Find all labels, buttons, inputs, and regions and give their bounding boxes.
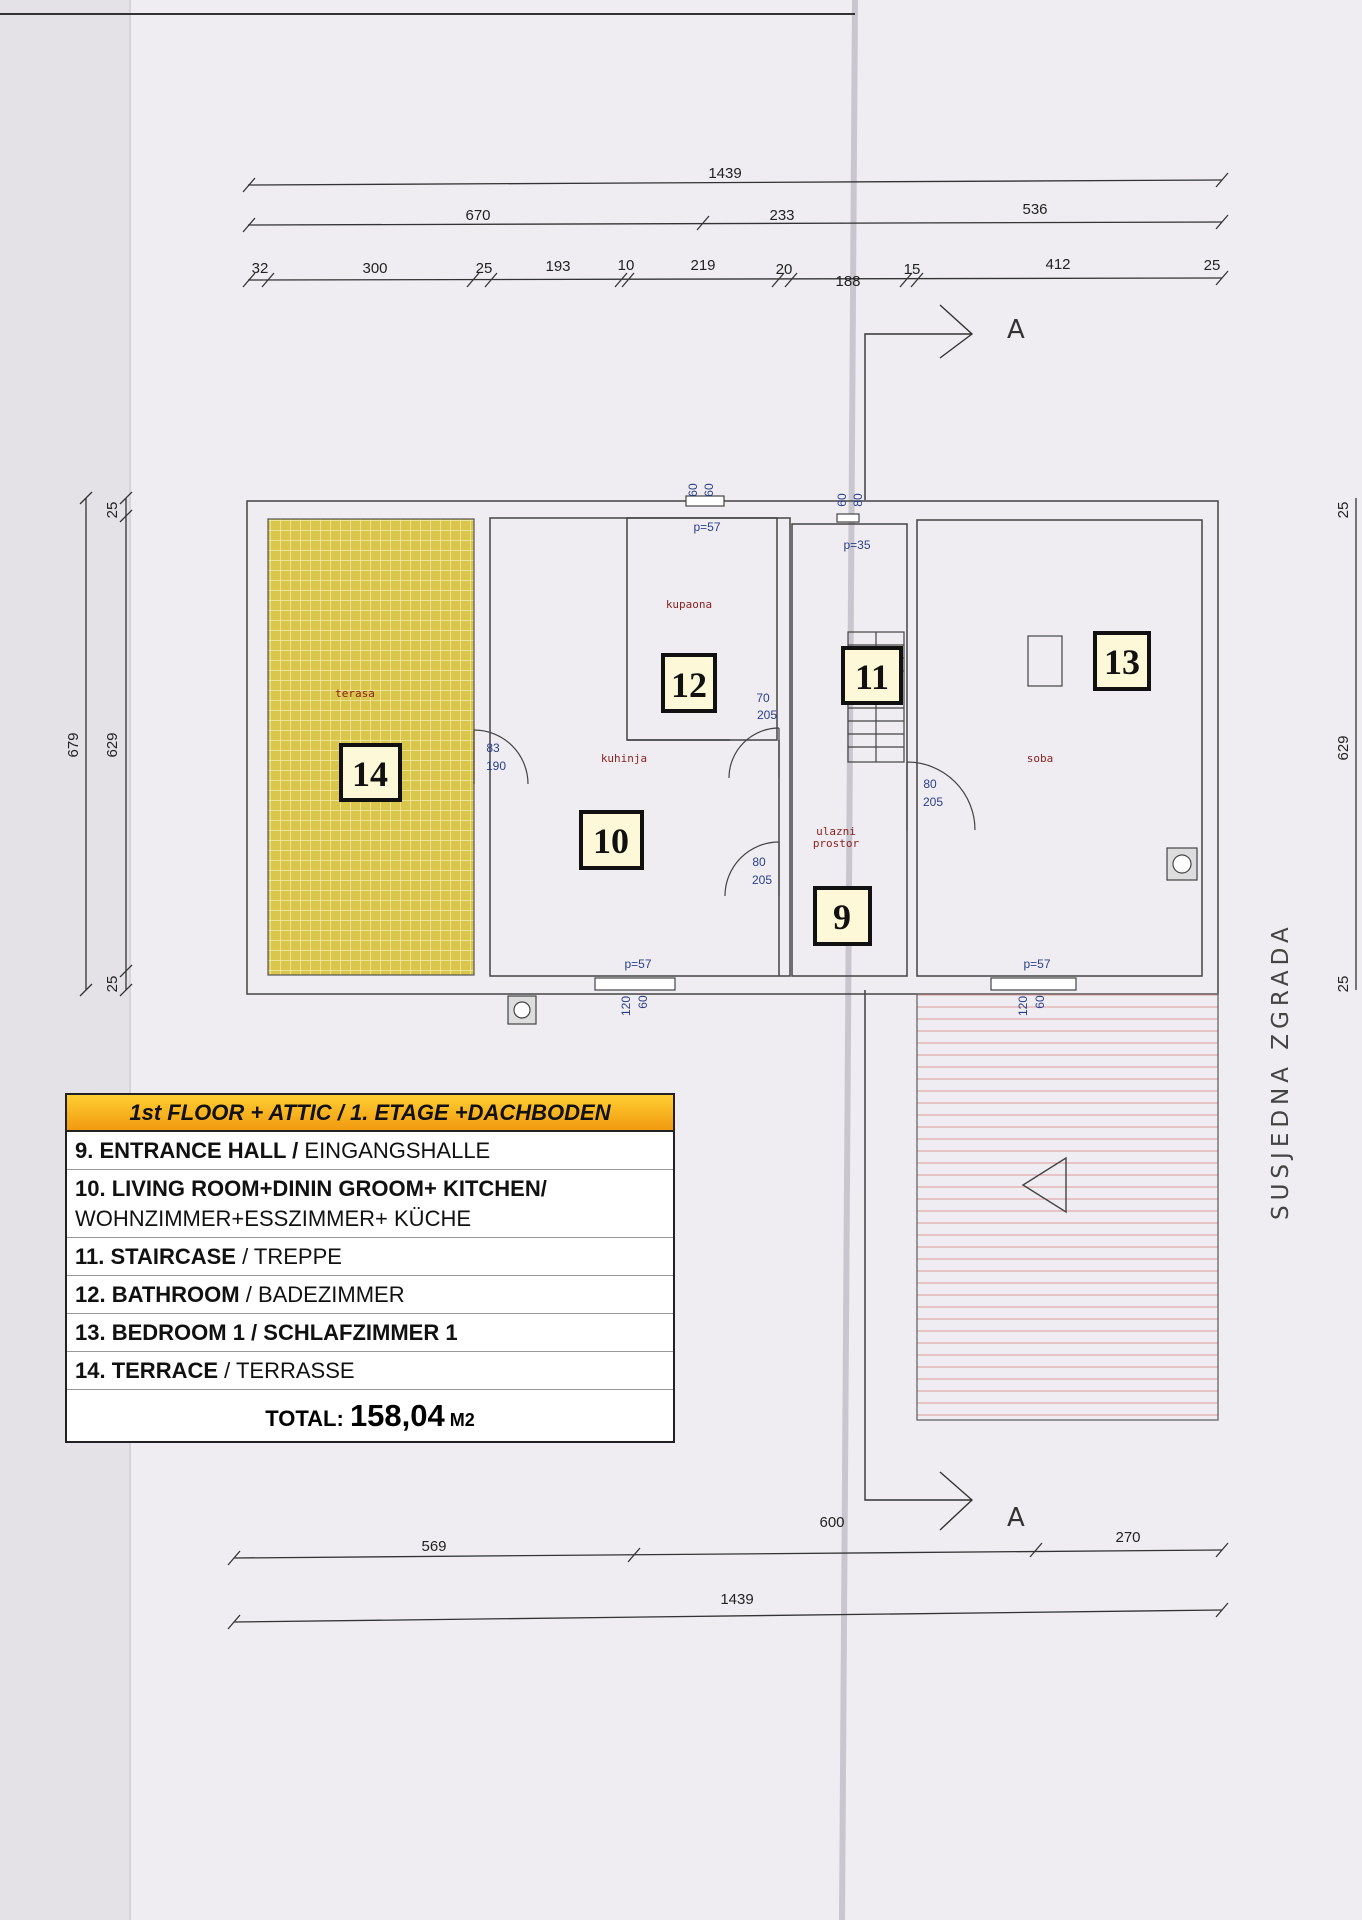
svg-text:9: 9 xyxy=(833,897,851,937)
room-badge-13 xyxy=(1095,633,1149,689)
opening-bot2-c: 60 xyxy=(1033,995,1047,1009)
legend-total: TOTAL: 158,04 M2 xyxy=(265,1398,475,1433)
svg-text:10: 10 xyxy=(593,821,629,861)
dim-bottom-3: 270 xyxy=(1115,1529,1141,1546)
dim-left-4: 25 xyxy=(104,975,121,993)
opening-bath-b: 205 xyxy=(756,708,778,722)
dim-row2-3: 536 xyxy=(1022,201,1048,218)
legend-row-14: 14. TERRACE / TERRASSE xyxy=(67,1352,673,1390)
svg-text:14: 14 xyxy=(352,754,388,794)
opening-bed-b: 205 xyxy=(922,795,944,809)
room-label-terasa: terasa xyxy=(335,687,375,700)
room-badge-14 xyxy=(341,745,400,800)
section-label-bottom: A xyxy=(1007,1503,1025,1533)
room-label-kupaona: kupaona xyxy=(665,598,713,611)
dim-row3-5: 10 xyxy=(617,257,635,274)
opening-bot1-c: 60 xyxy=(636,995,650,1009)
opening-bed-a: 80 xyxy=(923,777,937,791)
opening-top1-b: 60 xyxy=(702,483,716,497)
opening-top1-a: 60 xyxy=(686,483,700,497)
dim-bottom-1: 569 xyxy=(421,1538,447,1555)
room-badge-11 xyxy=(843,648,901,703)
section-label-top: A xyxy=(1007,315,1025,345)
legend-row-13: 13. BEDROOM 1 / SCHLAFZIMMER 1 xyxy=(67,1314,673,1352)
opening-bot2-a: p=57 xyxy=(1023,957,1051,971)
dim-bottom-2: 600 xyxy=(819,1514,845,1531)
dim-row3-10: 412 xyxy=(1045,256,1071,273)
room-badge-12 xyxy=(663,655,715,711)
opening-bot2-b: 120 xyxy=(1016,995,1030,1017)
lower-balcony xyxy=(917,994,1218,1420)
dim-row3-11: 25 xyxy=(1203,257,1221,274)
dim-row3-7: 20 xyxy=(775,261,793,278)
dim-left-1: 679 xyxy=(65,732,82,758)
opening-bath-a: 70 xyxy=(756,691,770,705)
opening-top2-a: 60 xyxy=(835,493,849,507)
opening-bot1-a: p=57 xyxy=(624,957,652,971)
room-label-kuhinja: kuhinja xyxy=(600,752,648,765)
room-legend xyxy=(65,1093,675,1443)
dim-row2-2: 233 xyxy=(769,207,795,224)
opening-liv-b: 205 xyxy=(751,873,773,887)
neighbour-building-label: SUSJEDNA ZGRADA xyxy=(1268,922,1294,1220)
dim-right-3: 25 xyxy=(1335,975,1352,993)
opening-liv-a: 80 xyxy=(752,855,766,869)
legend-header: 1st FLOOR + ATTIC / 1. ETAGE +DACHBODEN xyxy=(67,1095,673,1132)
dim-row3-9: 15 xyxy=(903,261,921,278)
dim-left-2: 629 xyxy=(104,732,121,758)
opening-terr-a: 83 xyxy=(486,741,500,755)
dim-bottom-total: 1439 xyxy=(720,1591,754,1608)
dim-row3-4: 193 xyxy=(545,258,571,275)
legend-row-9: 9. ENTRANCE HALL / EINGANGSHALLE xyxy=(67,1132,673,1170)
dim-row3-3: 25 xyxy=(475,260,493,277)
svg-text:13: 13 xyxy=(1104,642,1140,682)
opening-bot1-b: 120 xyxy=(619,995,633,1017)
dim-row3-8: 188 xyxy=(835,273,861,290)
dim-row3-6: 219 xyxy=(690,257,716,274)
room-label-ulazni: ulazni xyxy=(816,825,856,838)
room-badge-10 xyxy=(581,812,642,868)
legend-row-11: 11. STAIRCASE / TREPPE xyxy=(67,1238,673,1276)
room-label-soba: soba xyxy=(1026,752,1054,765)
dim-right-1: 25 xyxy=(1335,501,1352,519)
legend-row-10: 10. LIVING ROOM+DININ GROOM+ KITCHEN/ WOHNZIMMER+ESSZIMMER+ KÜCHE xyxy=(67,1170,673,1238)
opening-top2-c: p=35 xyxy=(843,538,871,552)
opening-terr-b: 190 xyxy=(485,759,507,773)
dim-total-top: 1439 xyxy=(708,165,742,182)
dim-right-2: 629 xyxy=(1335,735,1352,761)
legend-row-12: 12. BATHROOM / BADEZIMMER xyxy=(67,1276,673,1314)
svg-text:12: 12 xyxy=(671,665,707,705)
dim-left-3: 25 xyxy=(104,501,121,519)
dim-row3-1: 32 xyxy=(251,260,269,277)
room-label-prostor: prostor xyxy=(812,837,860,850)
room-badge-9 xyxy=(815,888,870,944)
opening-top1-c: p=57 xyxy=(693,520,721,534)
svg-text:11: 11 xyxy=(854,657,890,697)
dim-row2-1: 670 xyxy=(465,207,491,224)
opening-top2-b: 80 xyxy=(851,493,865,507)
dim-row3-2: 300 xyxy=(362,260,388,277)
